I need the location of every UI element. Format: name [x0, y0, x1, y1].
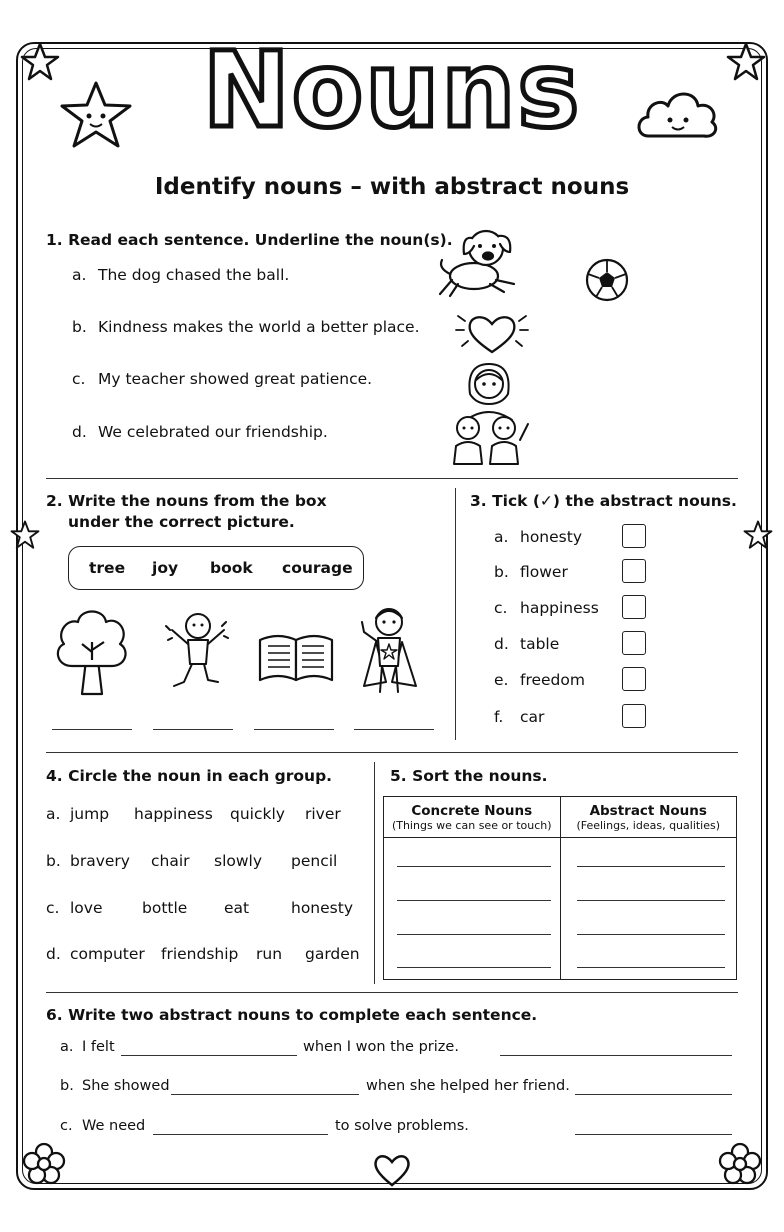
tick-item-letter: c. — [494, 599, 508, 617]
tree-illustration — [52, 604, 132, 698]
group-word[interactable]: bottle — [142, 899, 188, 917]
section1-heading: 1. Read each sentence. Underline the noun(s). — [46, 231, 453, 249]
group-word[interactable]: honesty — [291, 899, 353, 917]
answer-line — [577, 866, 725, 867]
section3-heading: 3. Tick (✓) the abstract nouns. — [470, 492, 737, 510]
group-word[interactable]: quickly — [230, 805, 285, 823]
answer-line — [397, 900, 551, 901]
sentence-letter: b. — [60, 1078, 74, 1094]
sentence-letter: c. — [60, 1118, 73, 1134]
group-letter: c. — [46, 899, 60, 917]
tick-checkbox[interactable] — [622, 667, 646, 691]
group-letter: a. — [46, 805, 61, 823]
heart-icon — [452, 306, 532, 356]
sentence-after: when I won the prize. — [303, 1039, 459, 1055]
sort-header-title: Abstract Nouns — [589, 803, 707, 819]
tick-item-letter: d. — [494, 635, 509, 653]
group-word[interactable]: river — [305, 805, 341, 823]
group-word[interactable]: eat — [224, 899, 250, 917]
group-word[interactable]: pencil — [291, 852, 338, 870]
sentence-before: She showed — [82, 1078, 170, 1094]
sentence-text: My teacher showed great patience. — [98, 370, 373, 388]
joy-child-illustration — [162, 608, 232, 694]
group-word[interactable]: computer — [70, 945, 145, 963]
answer-line — [153, 729, 233, 730]
group-word[interactable]: chair — [151, 852, 190, 870]
answer-line[interactable] — [500, 1055, 732, 1056]
section5-heading: 5. Sort the nouns. — [390, 767, 548, 785]
sort-header-abstract — [560, 797, 737, 838]
tick-item-letter: f. — [494, 708, 504, 726]
sort-header-subtitle: (Things we can see or touch) — [391, 819, 552, 832]
sentence-letter: a. — [60, 1039, 74, 1055]
tick-item-text: table — [520, 635, 560, 653]
tick-item-text: happiness — [520, 599, 599, 617]
sentence-text: The dog chased the ball. — [98, 266, 290, 284]
divider — [46, 992, 738, 993]
tick-checkbox[interactable] — [622, 559, 646, 583]
sentence-text: We celebrated our friendship. — [98, 423, 328, 441]
answer-line — [397, 866, 551, 867]
group-word[interactable]: garden — [305, 945, 360, 963]
sort-table — [383, 796, 737, 980]
sentence-letter: d. — [72, 423, 87, 441]
tick-checkbox[interactable] — [622, 595, 646, 619]
word-box-item: joy — [152, 559, 179, 577]
group-letter: d. — [46, 945, 61, 963]
ball-icon — [585, 258, 629, 302]
divider-vertical — [374, 762, 375, 984]
book-illustration — [256, 630, 336, 684]
tick-item-text: honesty — [520, 528, 582, 546]
tick-checkbox[interactable] — [622, 631, 646, 655]
divider — [46, 752, 738, 753]
tick-item-text: freedom — [520, 671, 585, 689]
tick-checkbox[interactable] — [622, 704, 646, 728]
section2-heading-line2: under the correct picture. — [68, 513, 295, 531]
heart-icon — [372, 1152, 412, 1188]
tick-checkbox[interactable] — [622, 524, 646, 548]
group-letter: b. — [46, 852, 61, 870]
page-subtitle: Identify nouns – with abstract nouns — [154, 174, 630, 200]
star-icon — [743, 520, 773, 550]
dog-illustration — [434, 224, 520, 300]
group-word[interactable]: bravery — [70, 852, 130, 870]
section2-heading: 2. Write the nouns from the box — [46, 492, 327, 510]
group-word[interactable]: friendship — [161, 945, 239, 963]
tick-item-letter: a. — [494, 528, 509, 546]
word-box-item: book — [210, 559, 253, 577]
answer-line — [577, 900, 725, 901]
divider — [46, 478, 738, 479]
answer-line — [52, 729, 132, 730]
sort-header-subtitle: (Feelings, ideas, qualities) — [576, 819, 721, 832]
section6-heading: 6. Write two abstract nouns to complete each sentence. — [46, 1006, 538, 1024]
group-word[interactable]: love — [70, 899, 103, 917]
group-word[interactable]: happiness — [134, 805, 213, 823]
answer-line — [254, 729, 334, 730]
teacher-children-illustration — [446, 360, 532, 470]
group-word[interactable]: slowly — [214, 852, 263, 870]
answer-line[interactable] — [575, 1094, 732, 1095]
group-word[interactable]: jump — [70, 805, 110, 823]
sort-column-concrete[interactable] — [384, 838, 561, 980]
sentence-after: to solve problems. — [335, 1118, 469, 1134]
word-box-item: courage — [282, 559, 353, 577]
group-word[interactable]: run — [256, 945, 283, 963]
sentence-letter: b. — [72, 318, 87, 336]
sentence-before: I felt — [82, 1039, 115, 1055]
sentence-after: when she helped her friend. — [366, 1078, 570, 1094]
sort-header-title: Concrete Nouns — [411, 803, 533, 819]
tick-item-text: flower — [520, 563, 568, 581]
answer-line[interactable] — [575, 1134, 732, 1135]
flower-icon — [718, 1142, 762, 1186]
tick-item-letter: e. — [494, 671, 509, 689]
sentence-letter: c. — [72, 370, 86, 388]
tick-item-letter: b. — [494, 563, 509, 581]
flower-icon — [22, 1142, 66, 1186]
answer-line[interactable] — [153, 1134, 328, 1135]
word-box-item: tree — [89, 559, 126, 577]
answer-line — [577, 934, 725, 935]
divider-vertical — [455, 488, 456, 740]
answer-line — [577, 967, 725, 968]
section4-heading: 4. Circle the noun in each group. — [46, 767, 333, 785]
sort-header-concrete — [384, 797, 561, 838]
star-icon — [10, 520, 40, 550]
answer-line — [397, 967, 551, 968]
answer-line — [354, 729, 434, 730]
answer-line — [397, 934, 551, 935]
courage-hero-illustration — [356, 602, 422, 698]
sentence-letter: a. — [72, 266, 87, 284]
sort-column-abstract[interactable] — [560, 838, 737, 980]
tick-item-text: car — [520, 708, 545, 726]
sentence-text: Kindness makes the world a better place. — [98, 318, 420, 336]
page-title: Nouns — [202, 29, 582, 151]
sentence-before: We need — [82, 1118, 146, 1134]
answer-line[interactable] — [171, 1094, 359, 1095]
answer-line[interactable] — [121, 1055, 297, 1056]
